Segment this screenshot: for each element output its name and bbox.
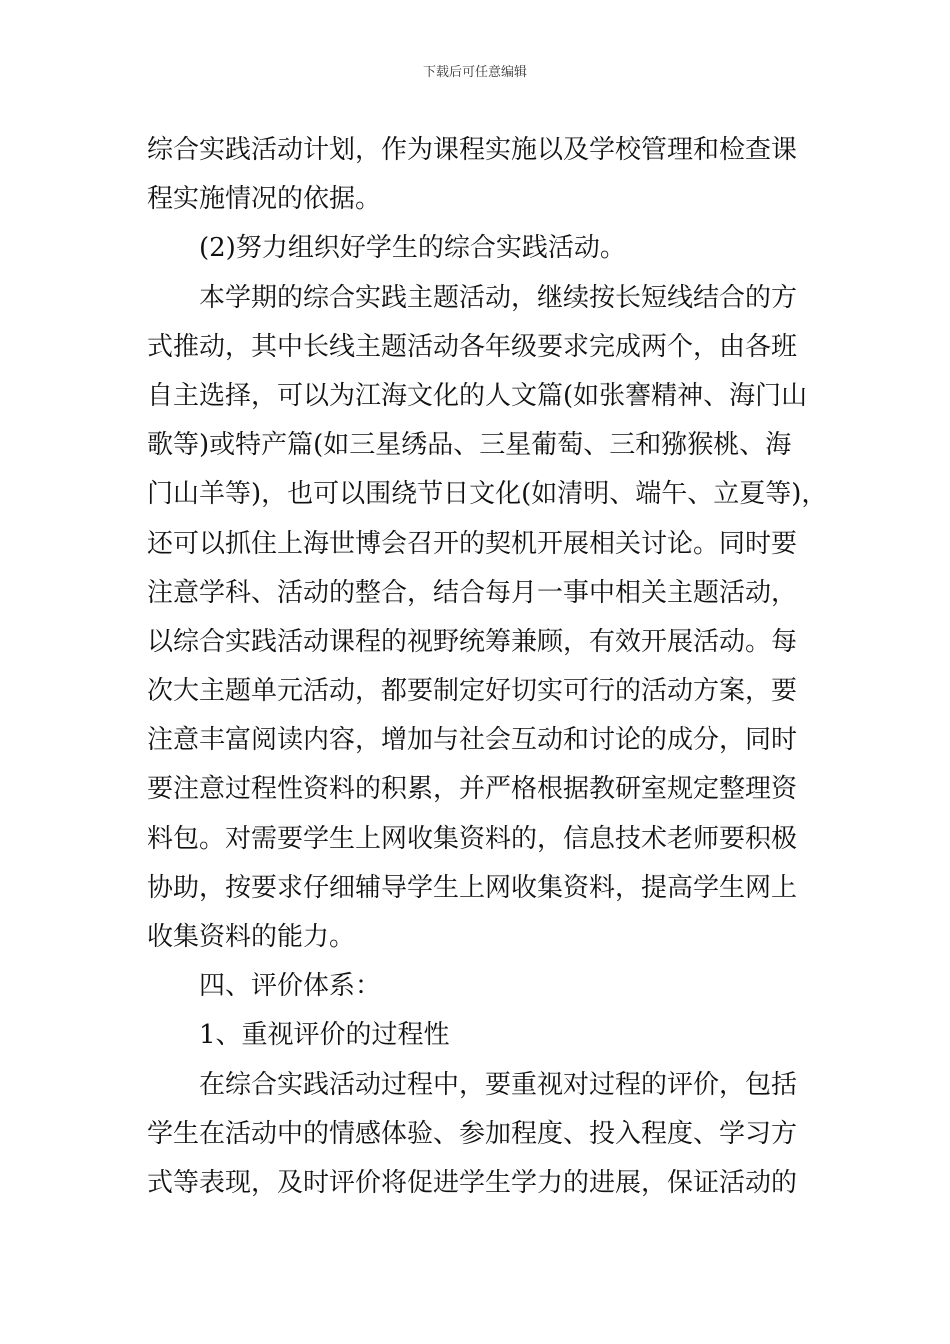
text-line-3: (2)努力组织好学生的综合实践活动。 <box>199 233 626 264</box>
text-line-9: 还可以抓住上海世博会召开的契机开展相关讨论。同时要 <box>147 528 798 559</box>
subsection-heading: 1、重视评价的过程性 <box>199 1020 450 1051</box>
text-line-6: 自主选择，可以为江海文化的人文篇(如张謇精神、海门山 <box>147 380 808 411</box>
text-line-17: 收集资料的能力。 <box>147 922 356 952</box>
text-line-4: 本学期的综合实践主题活动，继续按长短线结合的方 <box>199 282 798 313</box>
text-line-13: 注意丰富阅读内容，增加与社会互动和讨论的成分，同时 <box>147 725 798 756</box>
text-line-22: 式等表现，及时评价将促进学生学力的进展，保证活动的 <box>147 1167 798 1198</box>
header-note: 下载后可任意编辑 <box>422 65 527 80</box>
text-line-5: 式推动，其中长线主题活动各年级要求完成两个，由各班 <box>147 331 798 362</box>
section-heading-evaluation: 四、评价体系： <box>199 971 382 1002</box>
text-line-8: 门山羊等)，也可以围绕节日文化(如清明、端午、立夏等)， <box>147 479 828 510</box>
text-line-20: 在综合实践活动过程中，要重视对过程的评价，包括 <box>199 1069 798 1100</box>
text-line-12: 次大主题单元活动，都要制定好切实可行的活动方案，要 <box>147 676 798 707</box>
text-line-15: 料包。对需要学生上网收集资料的，信息技术老师要积极 <box>147 823 798 854</box>
text-line-2: 程实施情况的依据。 <box>147 184 382 215</box>
text-line-21: 学生在活动中的情感体验、参加程度、投入程度、学习方 <box>147 1118 798 1149</box>
text-line-7: 歌等)或特产篇(如三星绣品、三星葡萄、三和猕猴桃、海 <box>147 430 792 461</box>
text-line-11: 以综合实践活动课程的视野统筹兼顾，有效开展活动。每 <box>147 626 798 657</box>
text-line-16: 协助，按要求仔细辅导学生上网收集资料，提高学生网上 <box>147 872 798 903</box>
page-header <box>0 64 950 82</box>
text-line-10: 注意学科、活动的整合，结合每月一事中相关主题活动， <box>147 577 798 608</box>
text-line-14: 要注意过程性资料的积累，并严格根据教研室规定整理资 <box>147 774 798 805</box>
text-line-1: 综合实践活动计划，作为课程实施以及学校管理和检查课 <box>147 135 798 165</box>
document-body <box>147 126 828 1208</box>
